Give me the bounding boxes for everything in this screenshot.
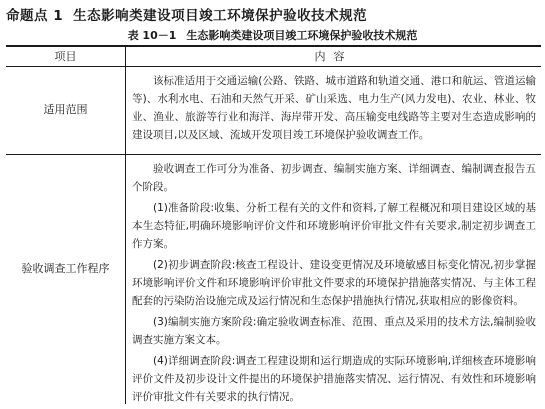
table-header-content: 内容 [314,50,353,63]
table-row-rule [6,154,541,155]
table-column-divider [125,47,126,404]
row-label-procedure: 验收调查工作程序 [21,262,110,275]
content-paragraph: (2)初步调查阶段:核查工程设计、建设变更情况及环境敏感目标变化情况,初步掌握环境影响评价文件和环境影响评价审批文件要求的环境保护措施落实情况、与主体工程配套的污染防治设施完成及运行情况和生态保护措施执行情况,获取相应的影像资料。 [132,259,536,307]
row-content-procedure [132,160,536,409]
row-content-scope [132,72,536,147]
heading-number: 命题点 1 [6,8,64,24]
content-paragraph: 验收调查工作可分为准备、初步调查、编制实施方案、详细调查、编制调查报告五个阶段。 [132,163,536,193]
content-paragraph: 该标准适用于交通运输(公路、铁路、城市道路和轨道交通、港口和航运、管道运输等)、水利水电、石油和天然气开采、矿山采选、电力生产(风力发电)、农业、林业、牧业、渔业、旅游等行业和海洋、海岸带开发、高压输变电线路等主要对生态造成影响的建设项目,以及区域、流域开发项目竣工环境保护验收调查工作。 [132,75,536,141]
section-heading [6,4,541,24]
table-top-rule [6,45,541,47]
content-paragraph: (4)详细调查阶段:调查工程建设期和运行期造成的实际环境影响,详细核查环境影响评价文件及初步设计文件提出的环境保护措施落实情况、运行情况、有效性和环境影响评价审批文件有关要求的执行情况。 [132,355,536,403]
table-caption [0,27,545,43]
content-paragraph: (3)编制实施方案阶段:确定验收调查标准、范围、重点及采用的技术方法,编制验收调查实施方案文本。 [132,316,536,346]
table-header-rule [6,66,541,67]
heading-title: 生态影响类建设项目竣工环境保护验收技术规范 [73,8,368,24]
row-label-scope: 适用范围 [43,103,88,116]
table-header-item: 项目 [54,50,77,63]
content-paragraph: (1)准备阶段:收集、分析工程有关的文件和资料,了解工程概况和项目建设区域的基本生态特征,明确环境影响评价文件和环境影响评价审批文件有关要求,制定初步调查工作方案。 [132,202,536,250]
table-title: 生态影响类建设项目竣工环境保护验收技术规范 [186,29,418,42]
table-number: 表 10－1 [127,29,177,42]
